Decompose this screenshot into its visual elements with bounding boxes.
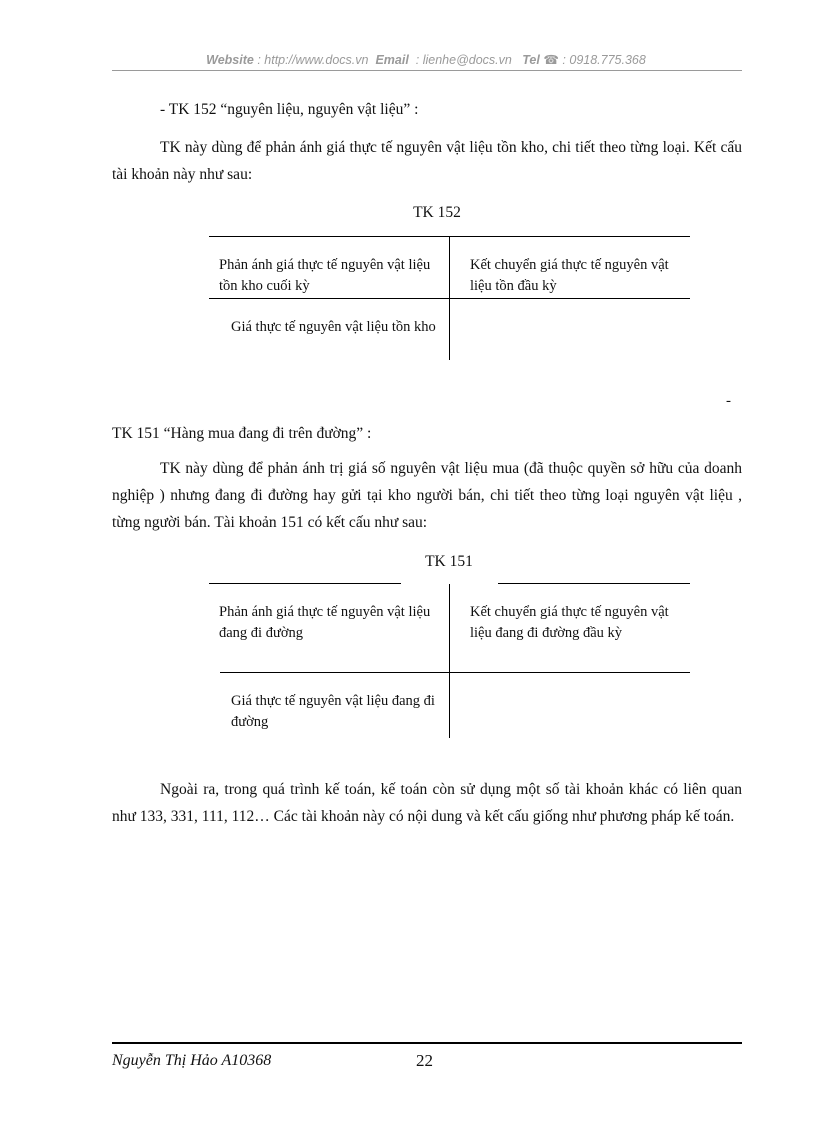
tk151-heading: TK 151 “Hàng mua đang đi trên đường” :	[112, 425, 372, 442]
page-number: 22	[416, 1051, 433, 1070]
header-rule	[112, 70, 742, 71]
tk151-credit-top: Kết chuyển giá thực tế nguyên vật liệu đang đi đường đầu kỳ	[470, 604, 669, 641]
tk152-mid-rule	[209, 298, 690, 299]
tk151-mid-rule	[220, 672, 690, 673]
tk152-debit-balance: Giá thực tế nguyên vật liệu tồn kho	[231, 319, 436, 335]
footer-rule	[112, 1042, 742, 1044]
tk152-debit-top: Phản ánh giá thực tế nguyên vật liệu tồn kho cuối kỳ	[219, 257, 431, 294]
website-value[interactable]: : http://www.docs.vn	[257, 53, 369, 67]
stray-dash: -	[726, 393, 731, 409]
tk151-divider	[449, 584, 450, 738]
tk151-paragraph: TK này dùng để phản ánh trị giá số nguyên vật liệu mua (đã thuộc quyền sở hữu của doanh nghiệp ) nhưng đang đi đường hay gửi tại kho người bán, chi tiết theo từng loại nguyên vật liệu , từng người bán. Tài khoản 151 có kết cấu như sau:	[112, 460, 742, 531]
email-label: Email	[375, 53, 409, 67]
tel-label: Tel	[522, 53, 540, 67]
tel-value: : 0918.775.368	[562, 53, 646, 67]
closing-paragraph: Ngoài ra, trong quá trình kế toán, kế toán còn sử dụng một số tài khoản khác có liên quan như 133, 331, 111, 112… Các tài khoản này có nội dung và kết cấu giống như phương pháp kế toán.	[112, 781, 742, 825]
tk151-debit-balance: Giá thực tế nguyên vật liệu đang đi đường	[231, 693, 435, 730]
tk152-title: TK 152	[413, 204, 461, 221]
tk152-credit-top: Kết chuyển giá thực tế nguyên vật liệu tồn đầu kỳ	[470, 257, 669, 294]
tk152-heading: - TK 152 “nguyên liệu, nguyên vật liệu” :	[160, 101, 419, 118]
tk152-paragraph: TK này dùng để phản ánh giá thực tế nguyên vật liệu tồn kho, chi tiết theo từng loại. Kết cấu tài khoản này như sau:	[112, 139, 742, 183]
footer-author: Nguyễn Thị Hảo A10368	[112, 1052, 272, 1069]
phone-icon: ☎	[543, 53, 559, 67]
tk151-title: TK 151	[425, 553, 473, 570]
tk151-debit-top: Phản ánh giá thực tế nguyên vật liệu đang đi đường	[219, 604, 431, 641]
website-label: Website	[206, 53, 254, 67]
tk151-top-rule-right	[498, 583, 690, 584]
page-header	[110, 52, 742, 67]
tk151-top-rule-left	[209, 583, 401, 584]
email-value[interactable]: : lienhe@docs.vn	[415, 53, 512, 67]
